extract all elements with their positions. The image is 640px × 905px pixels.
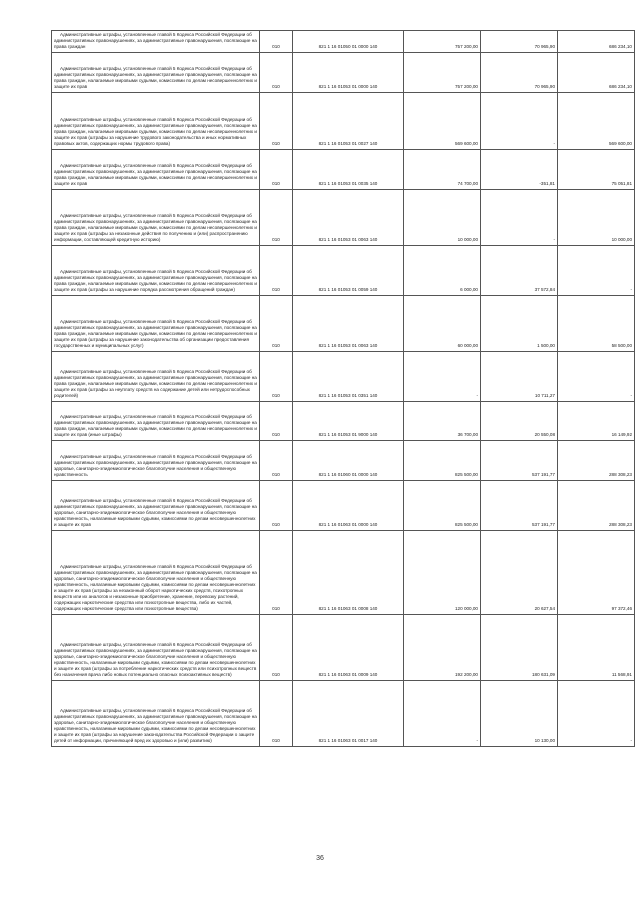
row-name-cell [52,190,260,246]
row-name-cell [52,246,260,296]
page-number: 36 [316,855,324,862]
row-unexecuted-cell-text: 288 308,23 [609,472,632,477]
row-name-cell-text: Административные штрафы, установленные главой 5 Кодекса Российской Федерации об административных правонарушениях, за административные правонарушения, посягающие на права граждан, налагаемые мировыми судьями, комиссиями по делам несовершеннолетних и защите их прав [54,66,257,89]
row-name-cell-text: Административные штрафы, установленные главой 5 Кодекса Российской Федерации об административных правонарушениях, за административные правонарушения, посягающие на права граждан, налагаемые мировыми судьями, комиссиями по делам несовершеннолетних и защите их прав (штрафы за неуплату средств на содержание детей или нетрудоспособных родителей) [54,369,257,398]
row-name-cell [52,53,260,93]
row-kbk-cell [293,402,404,441]
row-name-cell [52,441,260,481]
row-code-cell [260,296,293,352]
table-row [52,402,635,441]
row-unexecuted-cell-text: 75 051,81 [611,181,632,186]
table-row [52,296,635,352]
row-kbk-cell-text: 821 1 16 01053 01 9000 140 [318,432,378,437]
row-unexecuted-cell [558,531,635,615]
row-kbk-cell [293,93,404,150]
row-approved-cell [404,402,481,441]
row-executed-cell-text: 20 627,54 [534,606,555,611]
row-kbk-cell-text: 821 1 16 01060 01 0000 140 [318,472,378,477]
row-unexecuted-cell [558,441,635,481]
row-unexecuted-cell-text: - [630,287,632,292]
row-unexecuted-cell [558,481,635,531]
row-approved-cell-text: - [476,393,478,398]
row-name-cell [52,150,260,190]
table-row [52,441,635,481]
row-code-cell [260,531,293,615]
row-kbk-cell-text: 821 1 16 01063 01 0009 140 [318,672,378,677]
row-code-cell-text: 010 [272,432,280,437]
row-approved-cell [404,352,481,402]
row-code-cell [260,53,293,93]
row-approved-cell-text: 120 000,00 [455,606,478,611]
row-kbk-cell [293,190,404,246]
row-executed-cell [481,441,558,481]
row-unexecuted-cell [558,150,635,190]
row-name-cell-text: Административные штрафы, установленные главой 5 Кодекса Российской Федерации об административных правонарушениях, за административные правонарушения, посягающие на права граждан, налагаемые мировыми судьями, комиссиями по делам несовершеннолетних и защите их прав (штрафы за нарушение законодательства об организации предоставления государственных и муниципальных услуг) [54,319,257,348]
row-code-cell [260,615,293,681]
row-name-cell [52,296,260,352]
row-unexecuted-cell [558,296,635,352]
row-unexecuted-cell [558,31,635,53]
row-name-cell [52,93,260,150]
row-name-cell [52,352,260,402]
row-approved-cell-text: - [476,738,478,743]
row-kbk-cell-text: 821 1 16 01050 01 0000 140 [318,44,378,49]
row-executed-cell [481,352,558,402]
row-kbk-cell [293,481,404,531]
row-code-cell-text: 010 [272,343,280,348]
row-name-cell-text: Административные штрафы, установленные главой 5 Кодекса Российской Федерации об административных правонарушениях, за административные правонарушения, посягающие на права граждан [54,32,257,49]
row-unexecuted-cell-text: 288 308,23 [609,522,632,527]
row-code-cell-text: 010 [272,287,280,292]
row-name-cell-text: Административные штрафы, установленные главой 5 Кодекса Российской Федерации об административных правонарушениях, за административные правонарушения, посягающие на права граждан, налагаемые мировыми судьями, комиссиями по делам несовершеннолетних и защите их прав (штрафы за незаконные действия по получению и (или) распространению информации, составляющей кредитную историю) [54,213,257,242]
row-approved-cell [404,31,481,53]
row-approved-cell-text: 60 000,00 [457,343,478,348]
table-row [52,615,635,681]
row-executed-cell [481,246,558,296]
table-row [52,681,635,747]
row-executed-cell [481,150,558,190]
row-code-cell-text: 010 [272,84,280,89]
row-kbk-cell [293,296,404,352]
row-executed-cell [481,53,558,93]
row-kbk-cell-text: 821 1 16 01053 01 0059 140 [318,287,378,292]
row-approved-cell [404,93,481,150]
row-executed-cell [481,481,558,531]
row-kbk-cell-text: 821 1 16 01053 01 0063 140 [318,343,378,348]
row-unexecuted-cell-text: 686 234,10 [609,84,632,89]
row-kbk-cell [293,53,404,93]
row-code-cell-text: 010 [272,472,280,477]
row-executed-cell [481,296,558,352]
row-approved-cell [404,246,481,296]
table-row [52,190,635,246]
row-code-cell-text: 010 [272,44,280,49]
row-code-cell-text: 010 [272,393,280,398]
table-row [52,246,635,296]
row-executed-cell-text: 70 965,90 [534,84,555,89]
row-name-cell-text: Административные штрафы, установленные главой 5 Кодекса Российской Федерации об административных правонарушениях, за административные правонарушения, посягающие на права граждан, налагаемые мировыми судьями, комиссиями по делам несовершеннолетних и защите их прав (штрафы за нарушение трудового законодательства и иных нормативных правовых актов, содержащих нормы трудового права) [54,117,257,146]
row-approved-cell [404,441,481,481]
row-name-cell-text: Административные штрафы, установленные главой 6 Кодекса Российской Федерации об административных правонарушениях, за административные правонарушения, посягающие на здоровье, санитарно-эпидемиологическое благополучие населения и общественную нравственность [54,454,257,477]
row-approved-cell-text: 192 200,00 [455,672,478,677]
row-approved-cell-text: 74 700,00 [457,181,478,186]
row-approved-cell-text: 825 500,00 [455,472,478,477]
table-row [52,31,635,53]
row-kbk-cell [293,31,404,53]
row-executed-cell-text: 70 965,90 [534,44,555,49]
row-code-cell-text: 010 [272,141,280,146]
row-code-cell-text: 010 [272,738,280,743]
row-code-cell [260,402,293,441]
row-unexecuted-cell-text: 10 000,00 [611,237,632,242]
row-kbk-cell [293,531,404,615]
row-kbk-cell-text: 821 1 16 01053 01 0035 140 [318,181,378,186]
row-executed-cell [481,615,558,681]
row-code-cell [260,31,293,53]
row-executed-cell-text: - [553,237,555,242]
row-kbk-cell [293,441,404,481]
row-approved-cell [404,481,481,531]
row-executed-cell [481,93,558,150]
row-unexecuted-cell [558,190,635,246]
row-code-cell [260,681,293,747]
row-executed-cell-text: 1 500,00 [537,343,555,348]
row-name-cell [52,615,260,681]
row-approved-cell [404,531,481,615]
row-name-cell [52,31,260,53]
row-code-cell [260,93,293,150]
table-row [52,352,635,402]
row-unexecuted-cell [558,402,635,441]
row-code-cell [260,190,293,246]
row-executed-cell [481,681,558,747]
row-code-cell-text: 010 [272,606,280,611]
row-code-cell [260,481,293,531]
row-executed-cell [481,190,558,246]
row-code-cell-text: 010 [272,672,280,677]
table-row [52,531,635,615]
row-name-cell-text: Административные штрафы, установленные главой 6 Кодекса Российской Федерации об административных правонарушениях, за административные правонарушения, посягающие на здоровье, санитарно-эпидемиологическое благополучие населения и общественную нравственность, налагаемые мировыми судьями, комиссиями по делам несовершеннолетних и защите их прав [54,498,257,527]
row-name-cell-text: Административные штрафы, установленные главой 5 Кодекса Российской Федерации об административных правонарушениях, за административные правонарушения, посягающие на права граждан, налагаемые мировыми судьями, комиссиями по делам несовершеннолетних и защите их прав (иные штрафы) [54,414,257,437]
row-approved-cell [404,615,481,681]
row-unexecuted-cell [558,615,635,681]
row-approved-cell-text: 569 600,00 [455,141,478,146]
row-name-cell-text: Административные штрафы, установленные главой 6 Кодекса Российской Федерации об административных правонарушениях, за административные правонарушения, посягающие на здоровье, санитарно-эпидемиологическое благополучие населения и общественную нравственность, налагаемые мировыми судьями, комиссиями по делам несовершеннолетних и защите их прав (штрафы за потребление наркотических средств или психотропных веществ без назначения врача либо новых потенциально опасных психоактивных веществ) [54,642,257,677]
row-approved-cell-text: 757 200,00 [455,44,478,49]
row-executed-cell-text: 537 191,77 [532,472,555,477]
table-row [52,481,635,531]
row-executed-cell [481,531,558,615]
row-unexecuted-cell [558,93,635,150]
row-unexecuted-cell [558,352,635,402]
row-executed-cell [481,402,558,441]
row-kbk-cell-text: 821 1 16 01053 01 0351 140 [318,393,378,398]
row-executed-cell-text: -351,81 [539,181,555,186]
row-approved-cell [404,150,481,190]
row-approved-cell [404,296,481,352]
row-unexecuted-cell-text: 16 149,92 [611,432,632,437]
row-code-cell-text: 010 [272,237,280,242]
row-name-cell [52,402,260,441]
row-code-cell [260,441,293,481]
row-code-cell-text: 010 [272,522,280,527]
row-code-cell [260,352,293,402]
row-name-cell-text: Административные штрафы, установленные главой 6 Кодекса Российской Федерации об административных правонарушениях, за административные правонарушения, посягающие на здоровье, санитарно-эпидемиологическое благополучие населения и общественную нравственность, налагаемые мировыми судьями, комиссиями по делам несовершеннолетних и защите их прав (штрафы за незаконный оборот наркотических средств, психотропных веществ или их аналогов и незаконные приобретение, хранение, перевозку растений, содержащих наркотические средства или психотропные вещества, либо их частей, содержащих наркотические средства или психотропные вещества) [54,564,257,611]
table-row [52,53,635,93]
row-unexecuted-cell-text: 686 234,10 [609,44,632,49]
row-executed-cell-text: 37 572,84 [534,287,555,292]
row-approved-cell [404,190,481,246]
row-name-cell-text: Административные штрафы, установленные главой 6 Кодекса Российской Федерации об административных правонарушениях, за административные правонарушения, посягающие на здоровье, санитарно-эпидемиологическое благополучие населения и общественную нравственность, налагаемые мировыми судьями, комиссиями по делам несовершеннолетних и защите их прав (штрафы за нарушение законодательства Российской Федерации о защите детей от информации, причиняющей вред их здоровью и (или) развитию) [54,708,257,743]
row-unexecuted-cell [558,681,635,747]
row-approved-cell-text: 6 000,00 [460,287,478,292]
row-kbk-cell-text: 821 1 16 01063 01 0017 140 [318,738,378,743]
row-executed-cell-text: - [553,141,555,146]
row-kbk-cell-text: 821 1 16 01053 01 0027 140 [318,141,378,146]
row-kbk-cell [293,246,404,296]
row-executed-cell-text: 537 191,77 [532,522,555,527]
row-kbk-cell [293,615,404,681]
row-code-cell-text: 010 [272,181,280,186]
row-kbk-cell [293,352,404,402]
revenue-table [51,30,635,747]
row-kbk-cell-text: 821 1 16 01063 01 0000 140 [318,522,378,527]
row-name-cell [52,481,260,531]
table-row [52,150,635,190]
row-approved-cell [404,681,481,747]
row-unexecuted-cell-text: 569 600,00 [609,141,632,146]
row-executed-cell-text: 10 711,27 [534,393,555,398]
row-name-cell-text: Административные штрафы, установленные главой 5 Кодекса Российской Федерации об административных правонарушениях, за административные правонарушения, посягающие на права граждан, налагаемые мировыми судьями, комиссиями по делам несовершеннолетних и защите их прав (штрафы за нарушение порядка рассмотрения обращений граждан) [54,269,257,292]
table-row [52,93,635,150]
row-unexecuted-cell-text: - [630,738,632,743]
row-kbk-cell-text: 821 1 16 01063 01 0008 140 [318,606,378,611]
row-approved-cell [404,53,481,93]
row-kbk-cell [293,681,404,747]
row-name-cell-text: Административные штрафы, установленные главой 5 Кодекса Российской Федерации об административных правонарушениях, за административные правонарушения, посягающие на права граждан, налагаемые мировыми судьями, комиссиями по делам несовершеннолетних и защите их прав [54,163,257,186]
row-executed-cell-text: 10 130,00 [534,738,555,743]
row-unexecuted-cell-text: 11 568,91 [611,672,632,677]
row-executed-cell-text: 180 631,09 [532,672,555,677]
row-executed-cell-text: 20 550,08 [534,432,555,437]
row-unexecuted-cell [558,53,635,93]
row-unexecuted-cell-text: 97 372,46 [611,606,632,611]
row-code-cell [260,150,293,190]
row-unexecuted-cell-text: - [630,393,632,398]
row-kbk-cell-text: 821 1 16 01053 01 0000 140 [318,84,378,89]
row-kbk-cell [293,150,404,190]
row-name-cell [52,681,260,747]
row-unexecuted-cell-text: 58 500,00 [611,343,632,348]
row-executed-cell [481,31,558,53]
row-name-cell [52,531,260,615]
row-code-cell [260,246,293,296]
row-approved-cell-text: 825 500,00 [455,522,478,527]
row-unexecuted-cell [558,246,635,296]
row-approved-cell-text: 10 000,00 [457,237,478,242]
row-approved-cell-text: 757 200,00 [455,84,478,89]
row-kbk-cell-text: 821 1 16 01053 01 0063 140 [318,237,378,242]
row-approved-cell-text: 36 700,00 [457,432,478,437]
